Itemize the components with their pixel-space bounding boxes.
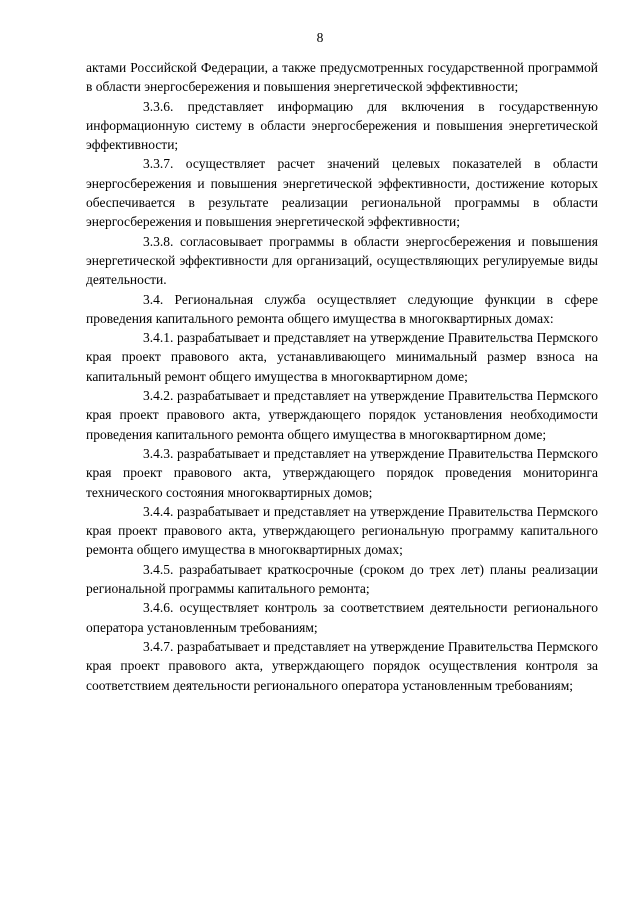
paragraph-3-4-5: 3.4.5. разрабатывает краткосрочные (сроком до трех лет) планы реализации региональной программы капитального ремонта;	[86, 561, 598, 597]
paragraph-3-3-8: 3.3.8. согласовывает программы в области энергосбережения и повышения энергетической эффективности для организаций, осуществляющих регулируемые виды деятельности.	[86, 233, 598, 288]
paragraph-3-4-4: 3.4.4. разрабатывает и представляет на утверждение Правительства Пермского края проект правового акта, утверждающего региональную программу капитального ремонта общего имущества в многоквартирных домах;	[86, 503, 598, 558]
paragraph-3-4-6: 3.4.6. осуществляет контроль за соответствием деятельности регионального оператора установленным требованиям;	[86, 600, 598, 635]
document-body	[86, 58, 598, 695]
paragraph-3-4-7: 3.4.7. разрабатывает и представляет на утверждение Правительства Пермского края проект правового акта, утверждающего порядок осуществления контроля за соответствием деятельности регионального оператора установленным требованиям;	[86, 638, 598, 693]
paragraph-3-4-1: 3.4.1. разрабатывает и представляет на утверждение Правительства Пермского края проект правового акта, устанавливающего минимальный размер взноса на капитальный ремонт общего имущества в многоквартирном доме;	[86, 330, 598, 384]
page-number: 8	[316, 30, 324, 45]
paragraph-3-3-7: 3.3.7. осуществляет расчет значений целевых показателей в области энергосбережения и повышения энергетической эффективности, достижение которых обеспечивается в результате реализации региональной программы в области энергосбережения и повышения энергетической эффективности;	[86, 156, 598, 230]
paragraph-continuation: актами Российской Федерации, а также предусмотренных государственной программой в области энергосбережения и повышения энергетической эффективности;	[86, 60, 598, 95]
paragraph-3-4-3: 3.4.3. разрабатывает и представляет на утверждение Правительства Пермского края проект правового акта, утверждающего порядок проведения мониторинга технического состояния многоквартирных домов;	[86, 445, 598, 500]
paragraph-3-3-6: 3.3.6. представляет информацию для включения в государственную информационную систему в области энергосбережения и повышения энергетической эффективности;	[86, 98, 598, 153]
paragraph-3-4-2: 3.4.2. разрабатывает и представляет на утверждение Правительства Пермского края проект правового акта, утверждающего порядок установления необходимости проведения капитального ремонта общего имущества в многоквартирном доме;	[86, 388, 598, 442]
paragraph-3-4: 3.4. Региональная служба осуществляет следующие функции в сфере проведения капитального ремонта общего имущества в многоквартирных домах:	[86, 291, 598, 326]
